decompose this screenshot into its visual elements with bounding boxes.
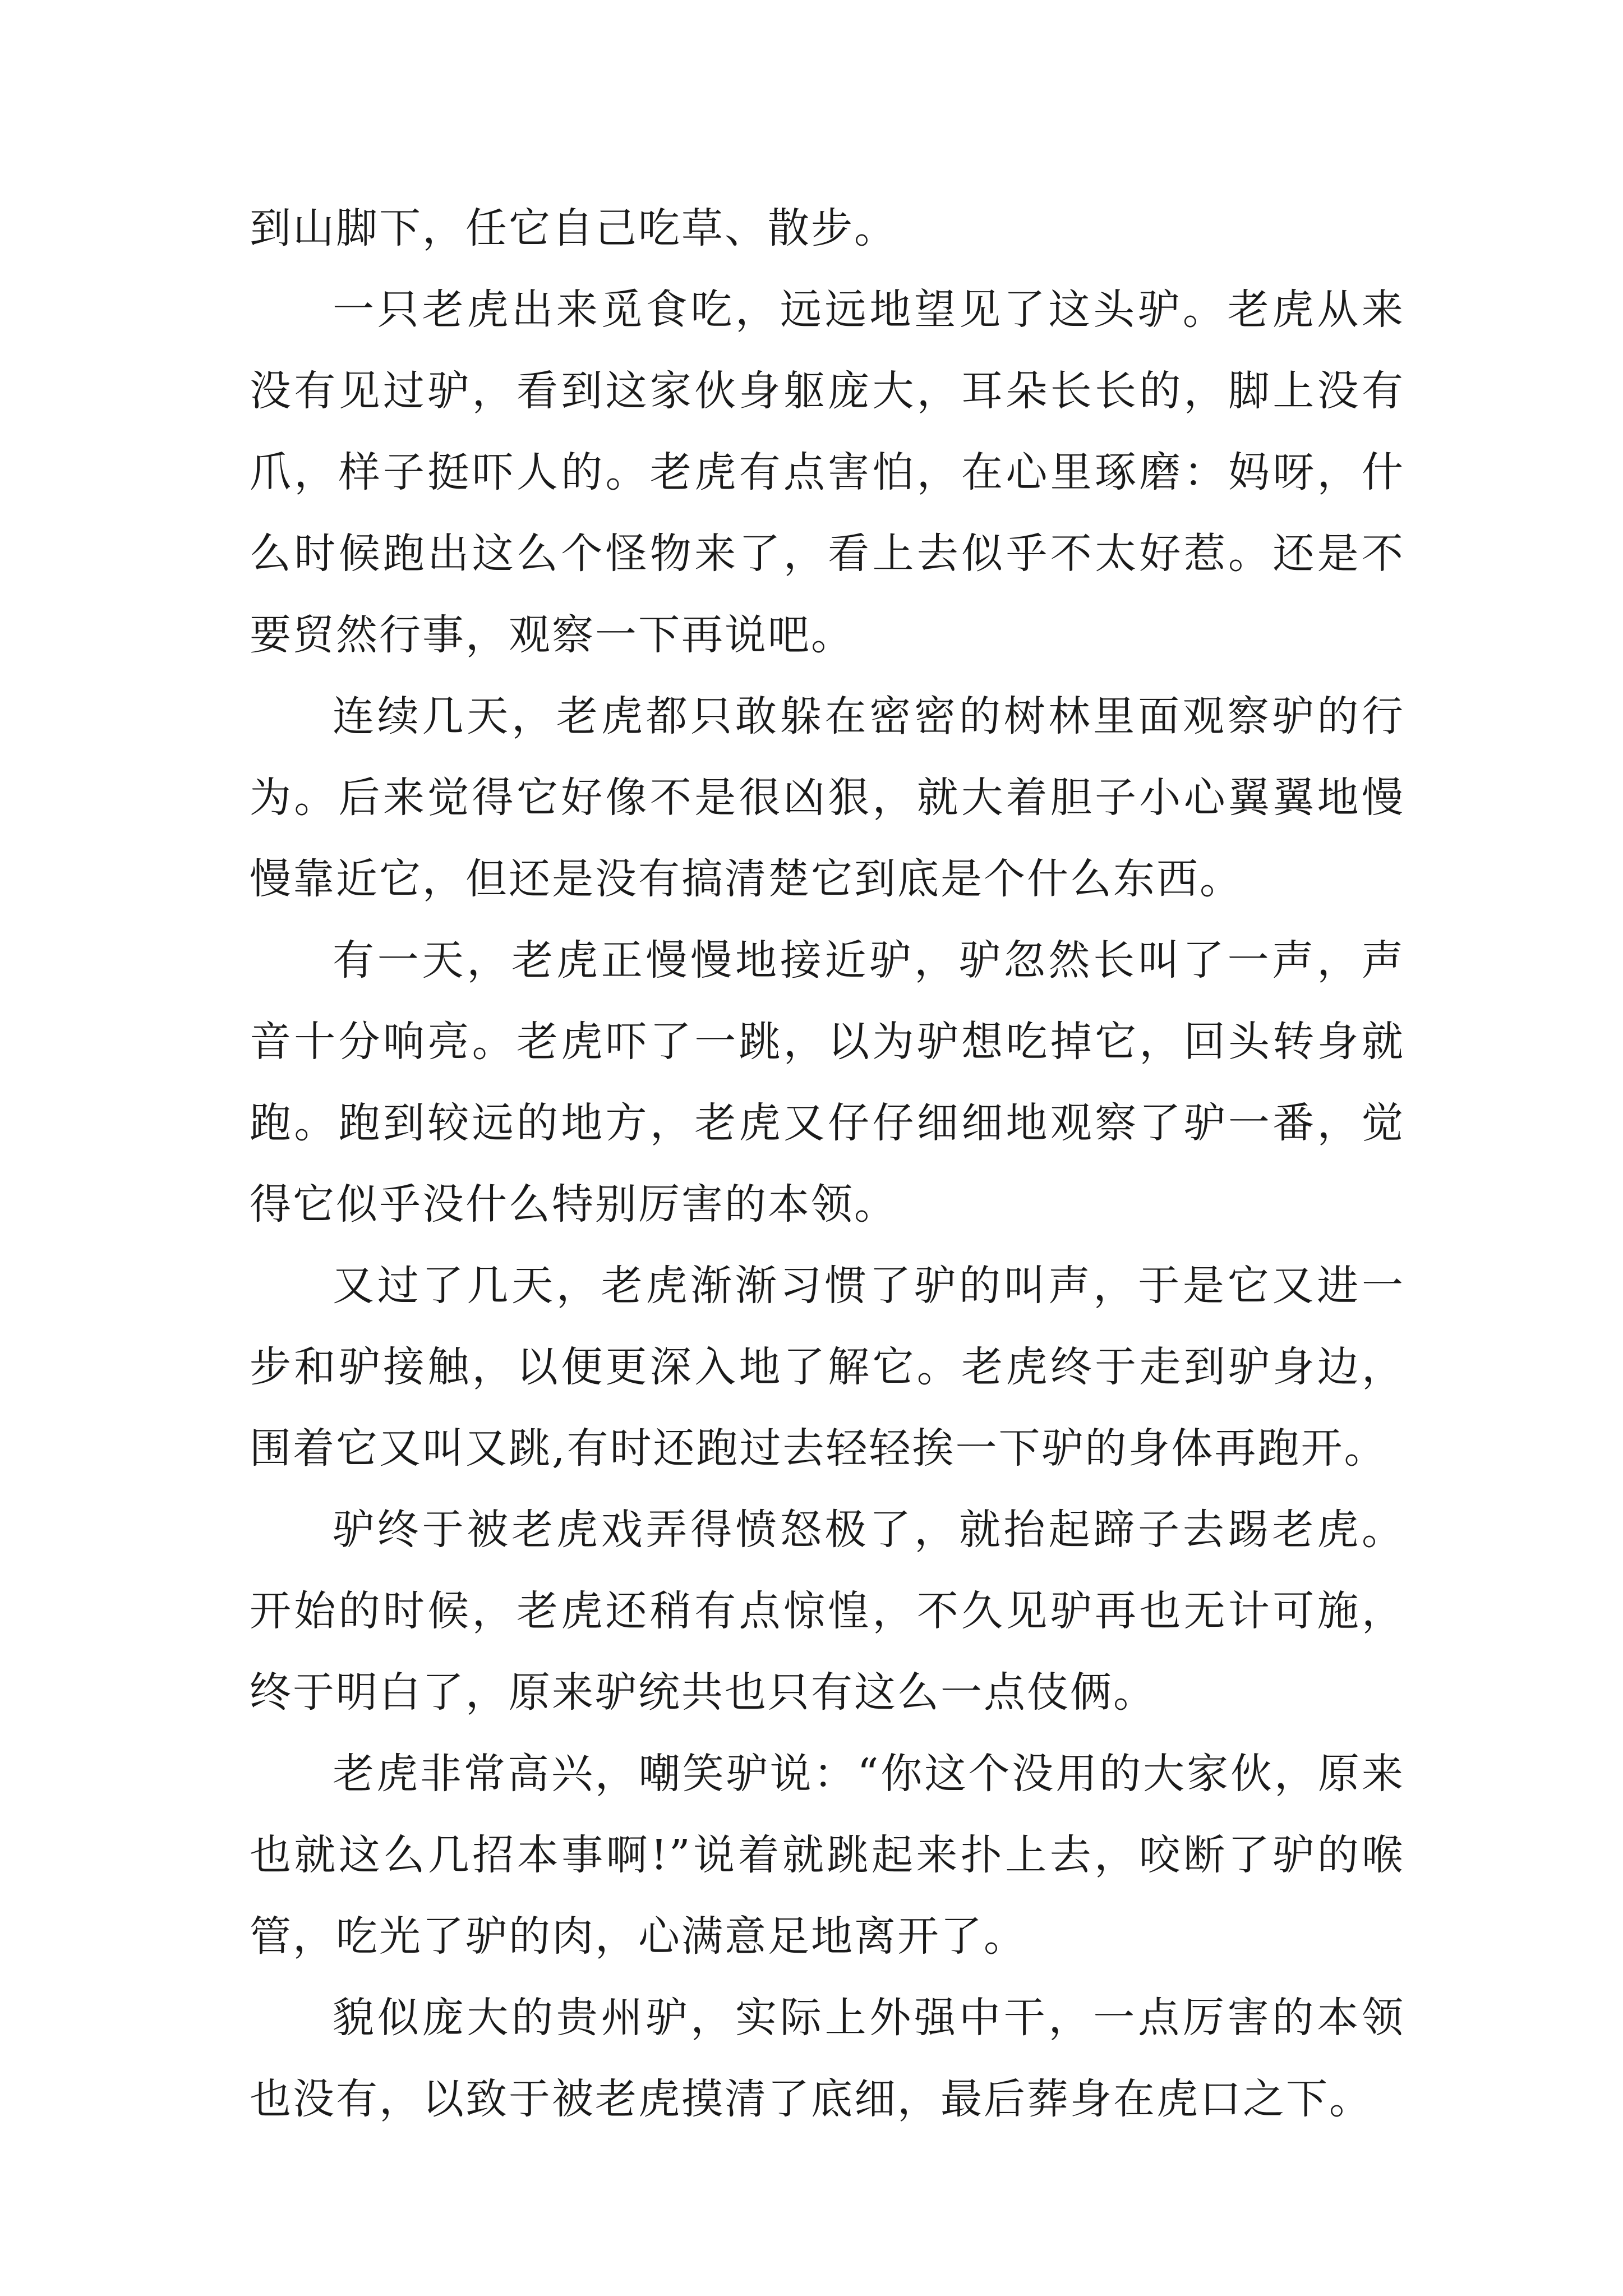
paragraph-7: 老虎非常高兴，嘲笑驴说：“你这个没用的大家伙，原来也就这么几招本事啊!”说着就跳起来扑上去，咬断了驴的喉管，吃光了驴的肉，心满意足地离开了。 xyxy=(250,1750,1405,1961)
paragraph-2: 一只老虎出来觅食吃，远远地望见了这头驴。老虎从来没有见过驴，看到这家伙身躯庞大，耳朵长长的，脚上没有爪，样子挺吓人的。老虎有点害怕，在心里琢磨：妈呀，什么时候跑出这么个怪物来了，看上去似乎不太好惹。还是不要贸然行事，观察一下再说吧。 xyxy=(250,286,1405,659)
document-body xyxy=(250,188,1405,2140)
paragraph-6: 驴终于被老虎戏弄得愤怒极了，就抬起蹄子去踢老虎。开始的时候，老虎还稍有点惊惶，不久见驴再也无计可施，终于明白了，原来驴统共也只有这么一点伎俩。 xyxy=(250,1506,1405,1717)
paragraph-4: 有一天，老虎正慢慢地接近驴，驴忽然长叫了一声，声音十分响亮。老虎吓了一跳，以为驴想吃掉它，回头转身就跑。跑到较远的地方，老虎又仔仔细细地观察了驴一番，觉得它似乎没什么特别厉害的本领。 xyxy=(250,936,1405,1228)
paragraph-8: 貌似庞大的贵州驴，实际上外强中干，一点厉害的本领也没有，以致于被老虎摸清了底细，最后葬身在虎口之下。 xyxy=(250,1994,1405,2123)
paragraph-3: 连续几天，老虎都只敢躲在密密的树林里面观察驴的行为。后来觉得它好像不是很凶狠，就大着胆子小心翼翼地慢慢靠近它，但还是没有搞清楚它到底是个什么东西。 xyxy=(250,692,1405,903)
paragraph-1: 到山脚下，任它自己吃草、散步。 xyxy=(250,204,897,252)
paragraph-5: 又过了几天，老虎渐渐习惯了驴的叫声，于是它又进一步和驴接触，以便更深入地了解它。老虎终于走到驴身边，围着它又叫又跳,有时还跑过去轻轻挨一下驴的身体再跑开。 xyxy=(250,1262,1405,1473)
